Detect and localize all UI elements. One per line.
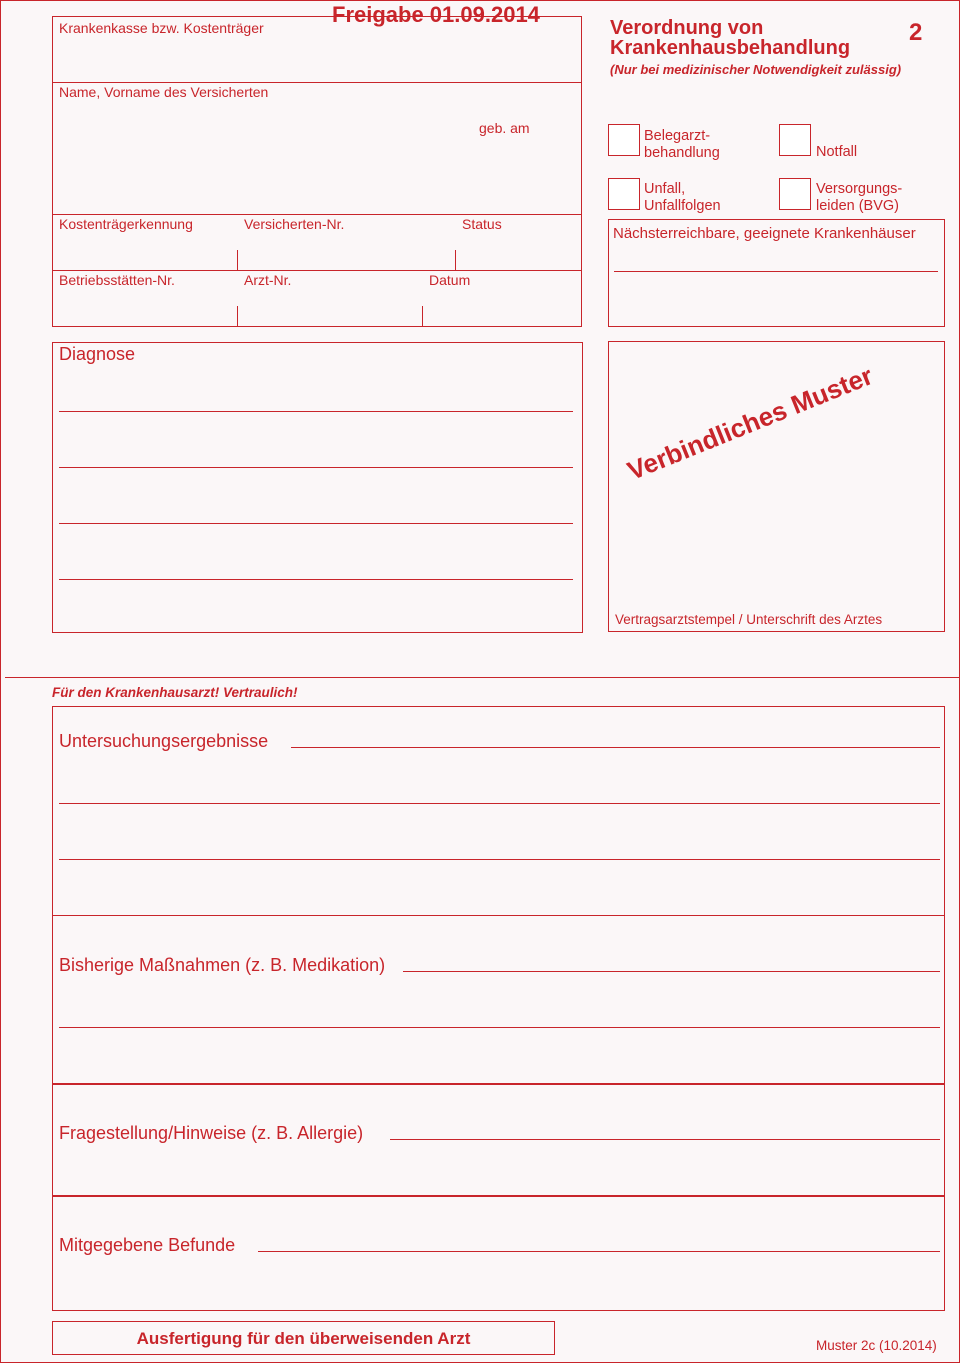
- date-label: Datum: [429, 272, 471, 288]
- writing-line: [59, 411, 573, 412]
- writing-line: [258, 1251, 940, 1252]
- divider: [237, 250, 238, 270]
- name-label: Name, Vorname des Versicherten: [59, 84, 269, 100]
- divider: [52, 82, 582, 83]
- belegarzt-label: [644, 128, 720, 162]
- form-number: 2: [909, 19, 923, 46]
- divider: [237, 306, 238, 327]
- divider: [52, 270, 582, 271]
- writing-line: [390, 1139, 940, 1140]
- versorgungsleiden-checkbox[interactable]: [779, 178, 811, 210]
- doctor-no-label: Arzt-Nr.: [244, 272, 292, 288]
- belegarzt-label-line2: behandlung: [644, 145, 720, 161]
- payer-id-label: Kostenträgerkennung: [59, 216, 193, 232]
- insured-no-label: Versicherten-Nr.: [244, 216, 345, 232]
- section-separator: [5, 677, 959, 678]
- versorgungsleiden-label: [816, 181, 902, 215]
- form-title-line1: Verordnung von: [610, 17, 764, 39]
- notfall-label: Notfall: [816, 144, 858, 160]
- confidential-note: Für den Krankenhausarzt! Vertraulich!: [52, 685, 298, 700]
- stamp-field[interactable]: [608, 341, 945, 632]
- writing-line: [59, 1027, 940, 1028]
- dob-label: geb. am: [479, 120, 530, 136]
- status-label: Status: [462, 216, 502, 232]
- prior-measures-label: Bisherige Maßnahmen (z. B. Medikation): [59, 955, 386, 975]
- unfall-label-line1: Unfall,: [644, 181, 686, 197]
- versorgungsleiden-label-line1: Versorgungs-: [816, 181, 903, 197]
- belegarzt-label-line1: Belegarzt-: [644, 128, 711, 144]
- divider: [455, 250, 456, 270]
- diagnosis-label: Diagnose: [59, 344, 136, 364]
- form-title-line2: Krankenhausbehandlung: [610, 37, 851, 59]
- insurer-label: Krankenkasse bzw. Kostenträger: [59, 20, 264, 36]
- findings-label: Mitgegebene Befunde: [59, 1235, 236, 1255]
- copy-for-label: Ausfertigung für den überweisenden Arzt: [136, 1329, 471, 1348]
- versorgungsleiden-label-line2: leiden (BVG): [816, 198, 900, 214]
- divider: [422, 306, 423, 327]
- questions-label: Fragestellung/Hinweise (z. B. Allergie): [59, 1123, 364, 1143]
- writing-line: [291, 747, 940, 748]
- writing-line: [59, 803, 940, 804]
- stamp-label: Vertragsarztstempel / Unterschrift des Arztes: [615, 612, 883, 627]
- belegarzt-checkbox[interactable]: [608, 124, 640, 156]
- writing-line: [614, 271, 938, 272]
- writing-line: [403, 971, 940, 972]
- form-code: Muster 2c (10.2014): [816, 1338, 937, 1353]
- form-subtitle: (Nur bei medizinischer Notwendigkeit zulässig): [610, 62, 902, 77]
- writing-line: [59, 467, 573, 468]
- hospitals-label: Nächsterreichbare, geeignete Krankenhäuser: [613, 225, 916, 242]
- divider: [52, 214, 582, 215]
- exam-results-label: Untersuchungsergebnisse: [59, 731, 269, 751]
- writing-line: [59, 523, 573, 524]
- unfall-label-line2: Unfallfolgen: [644, 198, 721, 214]
- watermark-text: Verbindliches Muster: [623, 360, 877, 486]
- unfall-checkbox[interactable]: [608, 178, 640, 210]
- diagnosis-field[interactable]: [52, 342, 583, 633]
- prior-measures-section[interactable]: [52, 915, 945, 1085]
- release-date: Freigabe 01.09.2014: [332, 2, 540, 27]
- site-no-label: Betriebsstätten-Nr.: [59, 272, 175, 288]
- writing-line: [59, 859, 940, 860]
- writing-line: [59, 579, 573, 580]
- notfall-checkbox[interactable]: [779, 124, 811, 156]
- unfall-label: [644, 181, 721, 215]
